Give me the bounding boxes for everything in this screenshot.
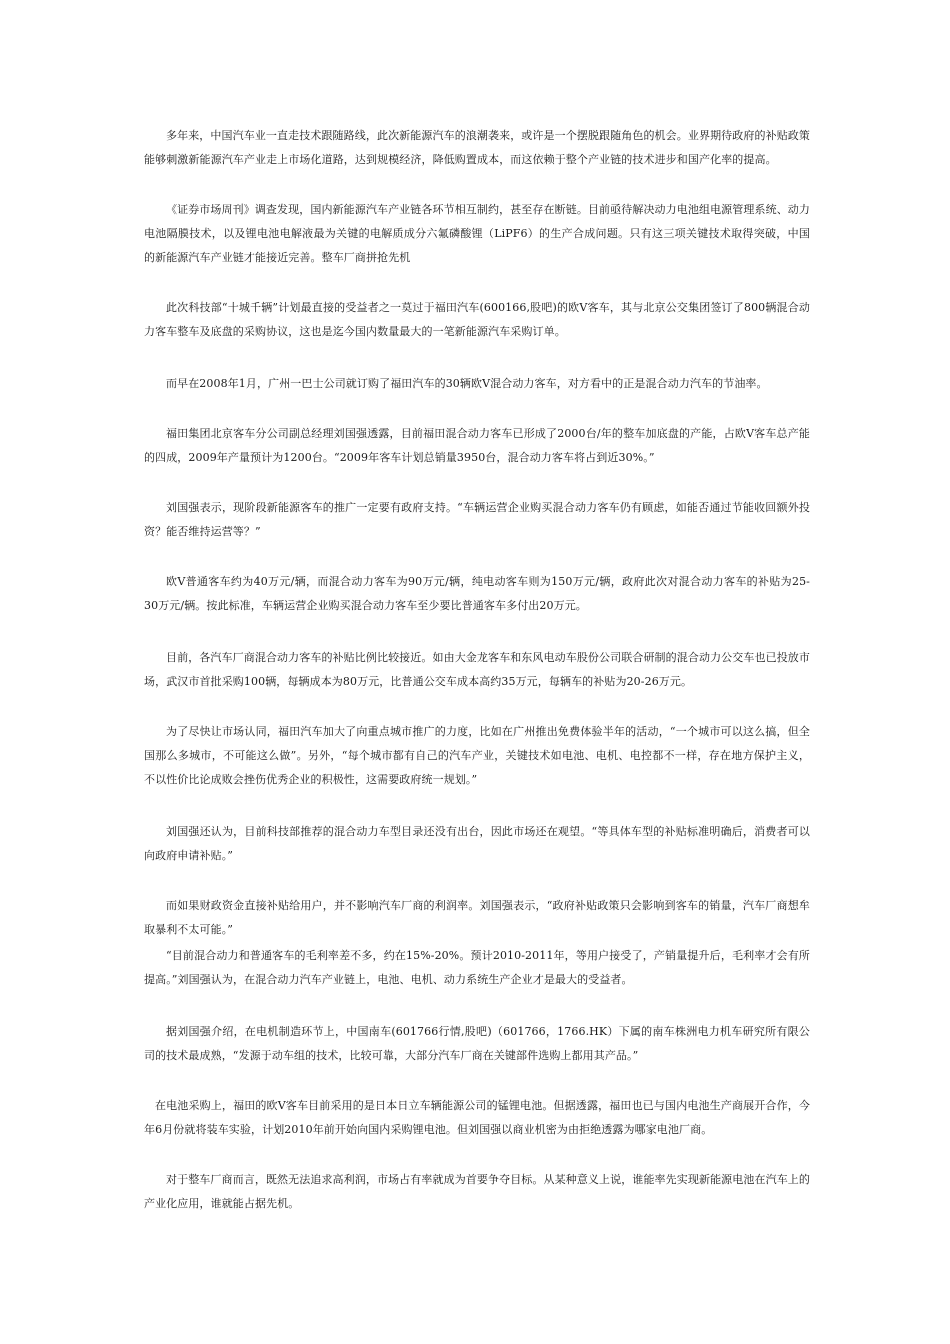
paragraph-3: 此次科技部“十城千辆”计划最直接的受益者之一莫过于福田汽车(600166,股吧)的欧Ⅴ客车，其与北京公交集团签订了800辆混合动力客车整车及底盘的采购协议，这也是迄今国内数量最大的一笔新能源汽车采购订单。 (144, 301, 810, 339)
paragraph-8: 目前，各汽车厂商混合动力客车的补贴比例比较接近。如由大金龙客车和东风电动车股份公司联合研制的混合动力公交车也已投放市场，武汉市首批采购100辆，每辆成本为80万元，比普通公交车成本高约35万元，每辆车的补贴为20-26万元。 (144, 651, 810, 689)
paragraph-9: 为了尽快让市场认同，福田汽车加大了向重点城市推广的力度，比如在广州推出免费体验半年的活动，“一个城市可以这么搞，但全国那么多城市，不可能这么做”。另外，“每个城市都有自己的汽车产业，关键技术如电池、电机、电控都不一样，存在地方保护主义，不以性价比论成败会挫伤优秀企业的积极性，这需要政府统一规划。” (144, 725, 810, 787)
paragraph-13: 据刘国强介绍，在电机制造环节上，中国南车(601766行情,股吧)（601766，1766.HK）下属的南车株洲电力机车研究所有限公司的技术最成熟，“发源于动车组的技术，比较可靠，大部分汽车厂商在关键部件选购上都用其产品。” (144, 1025, 810, 1063)
paragraph-5: 福田集团北京客车分公司副总经理刘国强透露，目前福田混合动力客车已形成了2000台/年的整车加底盘的产能，占欧Ⅴ客车总产能的四成，2009年产量预计为1200台。“2009年客车计划总销量3950台，混合动力客车将占到近30%。” (144, 427, 810, 465)
paragraph-10: 刘国强还认为，目前科技部推荐的混合动力车型目录还没有出台，因此市场还在观望。“等具体车型的补贴标准明确后，消费者可以向政府申请补贴。” (144, 825, 810, 863)
paragraph-1: 多年来，中国汽车业一直走技术跟随路线，此次新能源汽车的浪潮袭来，或许是一个摆脱跟随角色的机会。业界期待政府的补贴政策能够刺激新能源汽车产业走上市场化道路，达到规模经济，降低购置成本，而这依赖于整个产业链的技术进步和国产化率的提高。 (144, 129, 810, 167)
paragraph-11: 而如果财政资金直接补贴给用户，并不影响汽车厂商的利润率。刘国强表示，“政府补贴政策只会影响到客车的销量，汽车厂商想牟取暴利不太可能。” (144, 899, 810, 937)
paragraph-2: 《证券市场周刊》调查发现，国内新能源汽车产业链各环节相互制约，甚至存在断链。目前亟待解决动力电池组电源管理系统、动力电池隔膜技术，以及锂电池电解液最为关键的电解质成分六氟磷酸锂（LiPF6）的生产合成问题。只有这三项关键技术取得突破，中国的新能源汽车产业链才能接近完善。整车厂商拼抢先机 (144, 203, 810, 265)
paragraph-4: 而早在2008年1月，广州一巴士公司就订购了福田汽车的30辆欧Ⅴ混合动力客车，对方看中的正是混合动力汽车的节油率。 (166, 377, 768, 390)
paragraph-7: 欧Ⅴ普通客车约为40万元/辆，而混合动力客车为90万元/辆，纯电动客车则为150万元/辆，政府此次对混合动力客车的补贴为25-30万元/辆。按此标准，车辆运营企业购买混合动力客车至少要比普通客车多付出20万元。 (144, 575, 810, 613)
paragraph-15: 对于整车厂商而言，既然无法追求高利润，市场占有率就成为首要争夺目标。从某种意义上说，谁能率先实现新能源电池在汽车上的产业化应用，谁就能占据先机。 (144, 1173, 810, 1211)
paragraph-12: “目前混合动力和普通客车的毛利率差不多，约在15%-20%。预计2010-2011年，等用户接受了，产销量提升后，毛利率才会有所提高。”刘国强认为，在混合动力汽车产业链上，电池、电机、动力系统生产企业才是最大的受益者。 (144, 949, 810, 987)
paragraph-14: 在电池采购上，福田的欧Ⅴ客车目前采用的是日本日立车辆能源公司的锰锂电池。但据透露，福田也已与国内电池生产商展开合作，今年6月份就将装车实验，计划2010年前开始向国内采购锂电池。但刘国强以商业机密为由拒绝透露为哪家电池厂商。 (144, 1099, 810, 1137)
paragraph-6: 刘国强表示，现阶段新能源客车的推广一定要有政府支持。“车辆运营企业购买混合动力客车仍有顾虑，如能否通过节能收回额外投资？能否维持运营等？” (144, 501, 810, 539)
